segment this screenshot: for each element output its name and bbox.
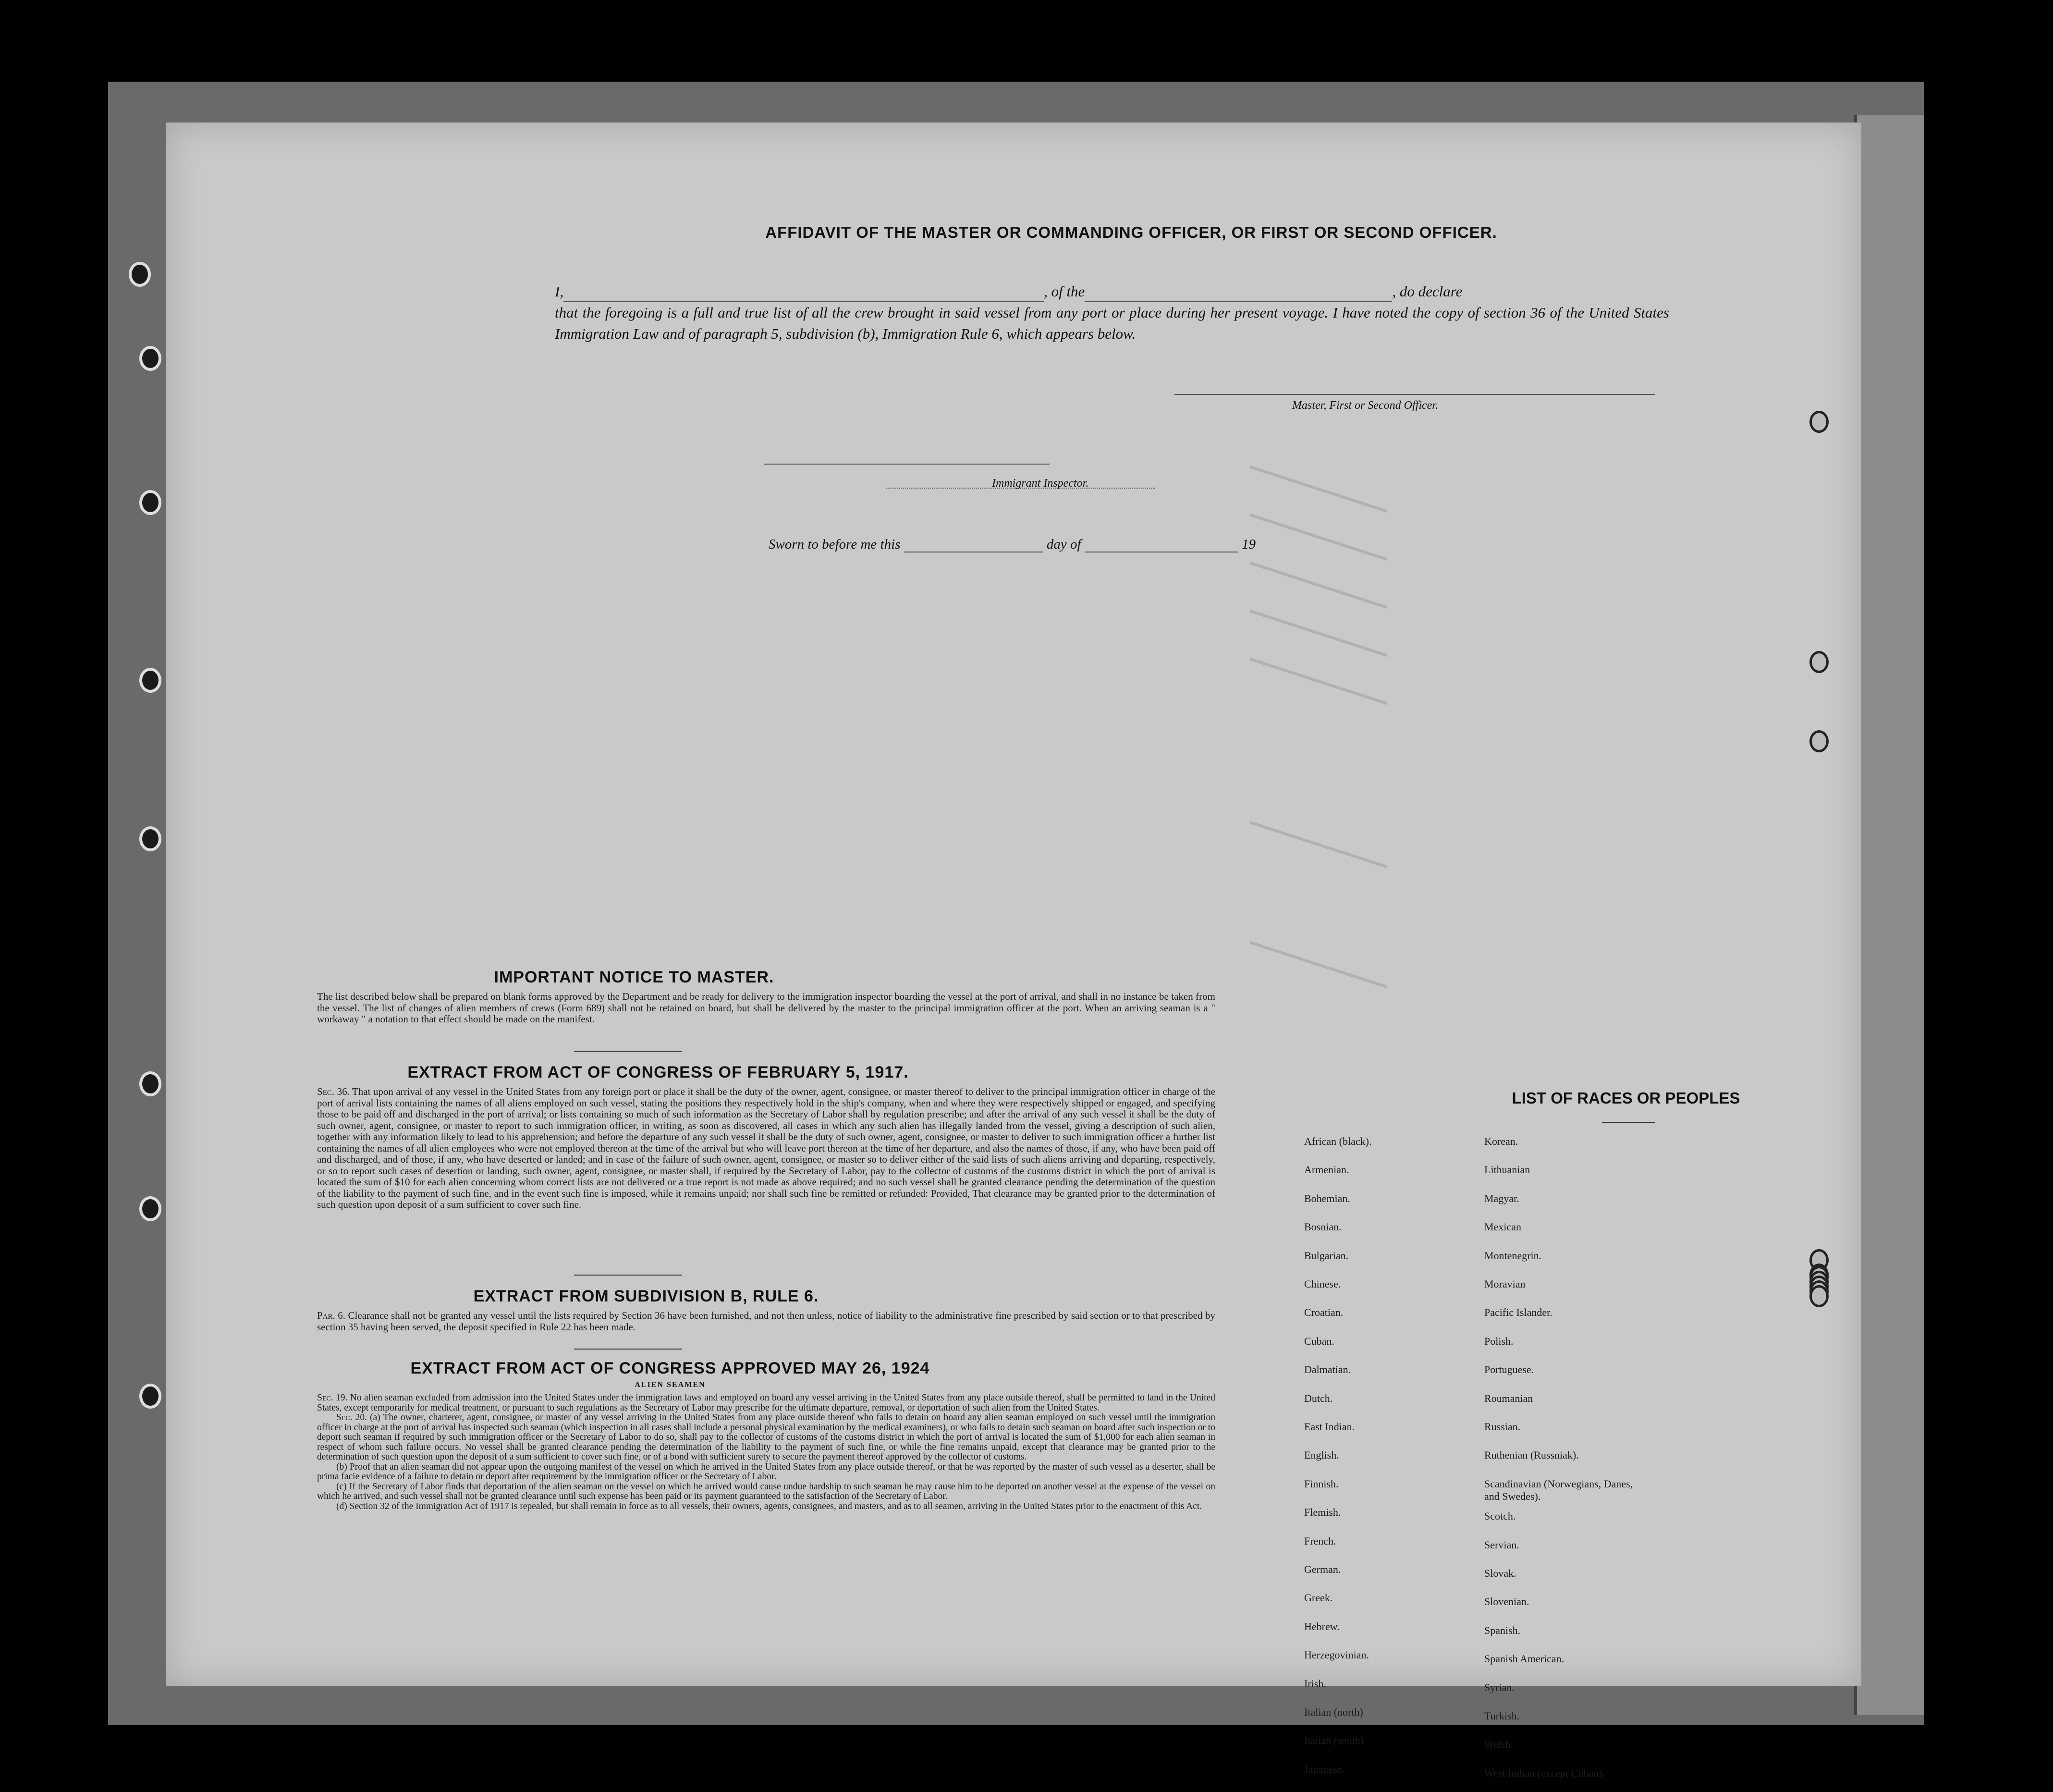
- extract-1924-sec20a: [317, 1413, 1215, 1462]
- race-item: Armenian.: [1304, 1164, 1349, 1176]
- extract-rule6-text: Clearance shall not be granted any vessel until the lists required by Section 36 have been furnished, and not then unless, notice of liability to the administrative fine prescribed by said section or to that prescribed by section 35 having been served, the deposit specified in Rule 22 has been made.: [317, 1310, 1215, 1333]
- extract-1917-body: [317, 1086, 1215, 1211]
- race-item: Scotch.: [1484, 1510, 1516, 1522]
- sec19-label: Sec. 19.: [317, 1393, 348, 1403]
- binder-hole: [139, 1196, 161, 1221]
- race-item: Chinese.: [1304, 1278, 1341, 1290]
- extract-1924-sec20c: (c) If the Secretary of Labor finds that deportation of the alien seaman on the vessel on which he arrived would cause undue hardship to such seaman he may cause him to be deported on another vessel at the expense of the vessel on which he arrived, and such vessel shall not be granted clearance until such expense has been paid or its payment guaranteed to the satisfaction of the Secretary of Labor.: [317, 1481, 1215, 1501]
- affidavit-title: AFFIDAVIT OF THE MASTER OR COMMANDING OFFICER, OR FIRST OR SECOND OFFICER.: [765, 223, 1497, 241]
- race-item: East Indian.: [1304, 1421, 1355, 1433]
- extract-1917-title: EXTRACT FROM ACT OF CONGRESS OF FEBRUARY 5, 1917.: [407, 1063, 909, 1081]
- extract-1924-sec20d: (d) Section 32 of the Immigration Act of 1917 is repealed, but shall remain in force as to all vessels, their owners, agents, consignees, and masters, and as to all seamen, arriving in the United States prior to the enactment of this Act.: [336, 1501, 1202, 1511]
- race-item: Hebrew.: [1304, 1620, 1340, 1632]
- declaration-do-declare: , do declare: [1392, 283, 1463, 300]
- section-divider: [574, 1051, 682, 1052]
- punch-hole: [1809, 730, 1829, 752]
- race-item: Japanese.: [1304, 1763, 1344, 1775]
- race-item: Italian (south): [1304, 1734, 1364, 1747]
- binder-hole: [139, 490, 161, 515]
- officer-signature-label: Master, First or Second Officer.: [1292, 399, 1438, 412]
- race-item: Pacific Islander.: [1484, 1306, 1552, 1319]
- bleed-through-mark: [1249, 821, 1387, 868]
- extract-1924-title: EXTRACT FROM ACT OF CONGRESS APPROVED MAY 26, 1924: [410, 1359, 930, 1377]
- binder-hole: [139, 1384, 161, 1409]
- extract-1917-section: Sec. 36.: [317, 1086, 350, 1097]
- declaration-lead: I,: [555, 283, 564, 300]
- race-item: West Indian (except Cuban).: [1484, 1767, 1605, 1779]
- sworn-lead: Sworn to before me this: [769, 537, 901, 552]
- race-item: French.: [1304, 1534, 1336, 1547]
- extract-1924-subtitle: ALIEN SEAMEN: [635, 1381, 706, 1389]
- race-item: Turkish.: [1484, 1710, 1520, 1722]
- backing-sheet-edge: [1854, 115, 1924, 1715]
- sworn-day-label: day of: [1046, 537, 1081, 552]
- race-item: African (black).: [1304, 1135, 1372, 1147]
- notice-body: The list described below shall be prepared on blank forms approved by the Department and be ready for delivery to the immigration inspector boarding the vessel at the port of arrival, and shall in no instance be taken from the vessel. The list of changes of alien members of crews (Form 689) shall not be retained on board, but shall be delivered by the master to the principal immigration officer at the port. When an arriving seaman is a " workaway " a notation to that effect should be made on the manifest.: [317, 991, 1215, 1025]
- race-item: Roumanian: [1484, 1392, 1533, 1404]
- races-title: LIST OF RACES OR PEOPLES: [1512, 1089, 1740, 1107]
- affidavit-page: [166, 123, 1861, 1779]
- punch-hole: [1809, 411, 1829, 433]
- notice-title: IMPORTANT NOTICE TO MASTER.: [494, 968, 774, 986]
- vessel-name-field[interactable]: [1085, 288, 1392, 302]
- race-item: Spanish American.: [1484, 1653, 1564, 1665]
- punch-hole: [1809, 1285, 1829, 1307]
- race-item: Mexican: [1484, 1221, 1521, 1233]
- extract-1924-sec19: [317, 1393, 1215, 1413]
- section-divider: [574, 1349, 682, 1350]
- race-item: Montenegrin.: [1484, 1249, 1542, 1262]
- race-item: Bulgarian.: [1304, 1249, 1349, 1262]
- affidavit-declaration: [555, 281, 1669, 344]
- race-item: Bohemian.: [1304, 1192, 1350, 1204]
- race-item: Scandinavian (Norwegians, Danes, and Swedes).: [1484, 1477, 1633, 1502]
- race-item: Flemish.: [1304, 1506, 1341, 1519]
- sec20a-text: (a) The owner, charterer, agent, consignee, or master of any vessel arriving in the United States from any place outside thereof who fails to detain on board any alien seaman employed on such vessel until the immigration officer in charge at the port of arrival has inspected such seaman (which inspection in all cases shall include a personal physical examination by the medical examiners), or who fails to detain such seaman on board after such inspection or to deport such seaman if required by such immigration officer or the Secretary of Labor to do so, shall pay to the collector of customs of the customs district in which the port of arrival is located the sum of $1,000 for each alien seaman in respect of whom such failure occurs. No vessel shall be granted clearance pending the determination of the liability to the payment of such fine, or while the fine remains unpaid, except that clearance may be granted prior to the determination of such question upon the deposit of a sum sufficient to cover such fine, or of a bond with sufficient surety to secure the payment thereof approved by the collector of customs.: [317, 1412, 1215, 1462]
- binder-hole: [139, 1071, 161, 1096]
- race-item: Russian.: [1484, 1421, 1521, 1433]
- race-item: Servian.: [1484, 1538, 1519, 1551]
- race-item: Korean.: [1484, 1135, 1518, 1147]
- officer-signature-line[interactable]: [1174, 394, 1655, 395]
- race-item: Dutch.: [1304, 1392, 1333, 1404]
- race-item: German.: [1304, 1563, 1341, 1575]
- binder-hole: [129, 262, 151, 287]
- binder-hole: [139, 346, 161, 371]
- race-item: Polish.: [1484, 1335, 1514, 1347]
- sworn-month-field[interactable]: [1085, 541, 1238, 552]
- sworn-year: 19: [1242, 537, 1256, 552]
- race-item: Magyar.: [1484, 1192, 1519, 1204]
- race-item: Lithuanian: [1484, 1164, 1530, 1176]
- race-item: Spanish.: [1484, 1624, 1521, 1636]
- extract-1924-body: [317, 1393, 1215, 1511]
- extract-1917-text: That upon arrival of any vessel in the United States from any foreign port or place it shall be the duty of the owner, agent, consignee, or master thereof to deliver to the principal immigration officer in charge of the port of arrival lists containing the names of all aliens employed on such vessel, stating the positions they respectively hold in the ship's company, when and where they were respectively shipped or engaged, and specifying those to be paid off and discharged in the port of arrival; or lists containing so much of such information as the Secretary of Labor shall by regulation prescribe; and after the arrival of any such vessel it shall be the duty of such owner, agent, consignee, or master to report to such immigration officer, in writing, as soon as discovered, all cases in which any such alien has illegally landed from the vessel, giving a description of such alien, together with any information likely to lead to his apprehension; and before the departure of any such vessel it shall be the duty of such owner, agent, consignee, or master to deliver to such immigration officer a further list containing the names of all alien employees who were not employed thereon at the time of the arrival but who will leave port thereon at the time of her departure, and also the names of those, if any, who have been paid off and discharged, and of those, if any, who have deserted or landed; and in case of the failure of such owner, agent, consignee, or master so to deliver either of the said lists of such aliens arriving and departing, respectively, or so to report such cases of desertion or landing, such owner, agent, consignee, or master shall, if required by the Secretary of Labor, pay to the collector of customs of the customs district in which the port of arrival is located the sum of $10 for each alien concerning whom correct lists are not delivered or a true report is not made as above required; and no such vessel shall be granted clearance pending the determination of the question of the liability to the payment of such fine, and in the event such fine is imposed, while it remains unpaid; nor shall such fine be remitted or refunded: Provided, That clearance may be granted prior to the determination of such question upon deposit of a sum sufficient to cover such fine.: [317, 1086, 1215, 1210]
- bleed-through-mark: [1249, 562, 1387, 609]
- race-item: Herzegovinian.: [1304, 1649, 1369, 1661]
- race-item: Greek.: [1304, 1592, 1333, 1604]
- race-item: English.: [1304, 1449, 1339, 1461]
- inspector-signature-label: Immigrant Inspector.: [992, 477, 1089, 490]
- bleed-through-mark: [1249, 466, 1387, 513]
- race-item: Dalmatian.: [1304, 1363, 1351, 1376]
- section-divider: [574, 1275, 682, 1276]
- binder-hole: [139, 668, 161, 693]
- bleed-through-mark: [1249, 610, 1387, 657]
- race-item: Italian (north): [1304, 1706, 1363, 1718]
- race-item: Irish.: [1304, 1677, 1326, 1690]
- declaration-body: that the foregoing is a full and true list of all the crew brought in said vessel from any port or place during her present voyage. I have noted the copy of section 36 of the United States Immigration Law and of paragraph 5, subdivision (b), Immigration Rule 6, which appears below.: [555, 304, 1669, 342]
- sworn-day-field[interactable]: [904, 541, 1043, 552]
- race-item: Syrian.: [1484, 1681, 1515, 1694]
- race-item: Finnish.: [1304, 1477, 1339, 1490]
- race-item: Cuban.: [1304, 1335, 1334, 1347]
- race-item: Welsh.: [1484, 1738, 1513, 1751]
- bleed-through-mark: [1249, 658, 1387, 705]
- race-item: Slovenian.: [1484, 1596, 1529, 1608]
- extract-1924-sec20b: (b) Proof that an alien seaman did not appear upon the outgoing manifest of the vessel on which he arrived in the United States from any place outside thereof, or that he was reported by the master of such vessel as a deserter, shall be prima facie evidence of a failure to detain or deport after requirement by the immigration officer or the Secretary of Labor.: [317, 1461, 1215, 1482]
- binder-hole: [139, 826, 161, 851]
- sworn-statement: [769, 537, 1441, 552]
- extract-rule6-body: [317, 1310, 1215, 1333]
- bleed-through-mark: [1249, 941, 1387, 988]
- races-divider: [1602, 1122, 1655, 1123]
- punch-hole: [1809, 651, 1829, 673]
- race-item: Bosnian.: [1304, 1221, 1342, 1233]
- race-item: Portuguese.: [1484, 1363, 1534, 1376]
- race-item: Slovak.: [1484, 1567, 1516, 1579]
- race-item: Moravian: [1484, 1278, 1526, 1290]
- declaration-of-the: , of the: [1044, 283, 1085, 300]
- sec20-label: Sec. 20.: [336, 1412, 367, 1423]
- extract-rule6-section: Par. 6.: [317, 1310, 346, 1321]
- race-item: Croatian.: [1304, 1306, 1344, 1319]
- inspector-signature-line[interactable]: [764, 464, 1050, 465]
- extract-rule6-title: EXTRACT FROM SUBDIVISION B, RULE 6.: [473, 1287, 819, 1305]
- sec19-text: No alien seaman excluded from admission into the United States under the immigration laws and employed on board any vessel arriving in the United States from any place outside thereof, shall be permitted to land in the United States, except temporarily for medical treatment, or pursuant to such regulations as the Secretary of Labor may prescribe for the ultimate departure, removal, or deportation of such alien from the United States.: [317, 1393, 1215, 1413]
- race-item: Ruthenian (Russniak).: [1484, 1449, 1579, 1461]
- master-name-field[interactable]: [563, 288, 1044, 302]
